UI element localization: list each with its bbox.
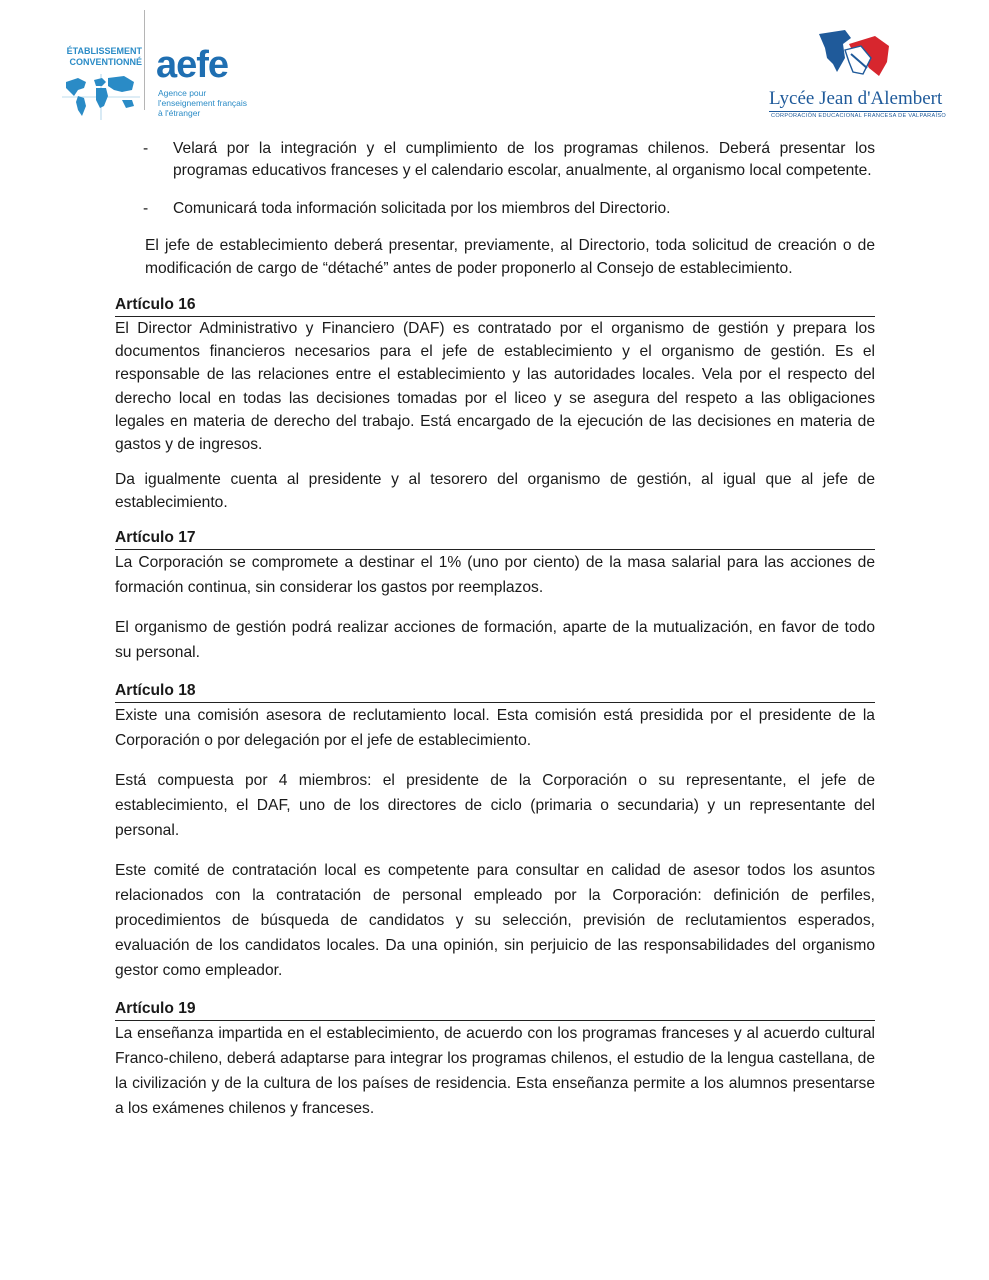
article-heading: Artículo 18 [115, 680, 875, 703]
article-19 [115, 998, 875, 1121]
aefe-divider [144, 10, 145, 110]
article-paragraph: Existe una comisión asesora de reclutamiento local. Esta comisión está presidida por el presidente de la Corporación o por delegación por el jefe de establecimiento. [115, 706, 875, 749]
lycee-subtitle: CORPORACIÓN EDUCACIONAL FRANCESA DE VALPARAÍSO [771, 113, 947, 119]
article-heading: Artículo 16 [115, 294, 875, 317]
article-paragraph: La Corporación se compromete a destinar el 1% (uno por ciento) de la masa salarial para las acciones de formación continua, sin considerar los gastos por reemplazos. [115, 553, 875, 596]
bullet-dash: - [143, 140, 149, 157]
aefe-wordmark: aefe [156, 44, 229, 86]
aefe-subtitle [158, 88, 248, 118]
aefe-badge [58, 46, 142, 68]
lycee-emblem-icon [815, 28, 895, 86]
article-paragraph: El organismo de gestión podrá realizar acciones de formación, aparte de la mutualización, en favor de todo su personal. [115, 618, 875, 661]
lycee-logo [765, 28, 945, 120]
document-body [115, 138, 875, 1136]
bullet-text: Comunicará toda información solicitada por los miembros del Directorio. [173, 199, 671, 217]
aefe-logo [58, 10, 248, 118]
article-heading: Artículo 19 [115, 998, 875, 1021]
lycee-name: Lycée Jean d'Alembert [769, 88, 942, 112]
aefe-sub-line3: à l'étranger [158, 108, 201, 118]
article-paragraph: Este comité de contratación local es competente para consultar en calidad de asesor todos los asuntos relacionados con la contratación de personal empleado por la Corporación: definición de perfiles, procedimientos de búsqueda de candidatos y su selección, previsión de reclutamientos esperados, evaluación de los candidatos locales. Da una opinión, sin perjuicio de las responsabilidades del organismo gestor como empleador. [115, 861, 875, 979]
aefe-sub-line1: Agence pour [158, 88, 207, 98]
article-paragraph: Da igualmente cuenta al presidente y al tesorero del organismo de gestión, al igual que al jefe de establecimiento. [115, 471, 875, 512]
world-map-icon [62, 74, 140, 120]
article-paragraph: La enseñanza impartida en el establecimiento, de acuerdo con los programas franceses y al acuerdo cultural Franco-chileno, deberá adaptarse para integrar los programas chilenos, el estudio de la lengua castellana, de la civilización y de la cultura de los países de residencia. Esta enseñanza permite a los alumnos presentarse a los exámenes chilenos y franceses. [115, 1024, 875, 1117]
bullet-dash: - [143, 199, 149, 217]
article-16 [115, 294, 875, 515]
bullet-text: Velará por la integración y el cumplimiento de los programas chilenos. Deberá presentar los programas educativos franceses y el calendario escolar, anualmente, al organismo local competente. [173, 140, 875, 180]
intro-paragraph: El jefe de establecimiento deberá presentar, previamente, al Directorio, toda solicitud de creación o de modificación de cargo de “détaché” antes de poder proponerlo al Consejo de establecimiento. [145, 237, 875, 277]
bullet-item [115, 198, 875, 220]
aefe-badge-line1: ÉTABLISSEMENT [66, 46, 142, 56]
bullet-item [115, 138, 875, 183]
aefe-sub-line2: l'enseignement français [158, 98, 248, 108]
article-paragraph: El Director Administrativo y Financiero (DAF) es contratado por el organismo de gestión y prepara los documentos financieros necesarios para el jefe de establecimiento y el organismo de gestión. Es el responsable de las relaciones entre el establecimiento y las autoridades locales. Vela por el respecto del derecho local en todas las decisiones tomadas por el liceo y se asegura del respeto a las obligaciones legales en materia de derecho del trabajo. Está encargado de la ejecución de las decisiones en materia de gastos y de ingresos. [115, 320, 875, 454]
article-heading: Artículo 17 [115, 527, 875, 550]
article-paragraph: Está compuesta por 4 miembros: el presidente de la Corporación o su representante, el jefe de establecimiento, el DAF, uno de los directores de ciclo (primaria o secundaria) y un representante del personal. [115, 771, 875, 839]
article-18 [115, 680, 875, 983]
aefe-badge-line2: CONVENTIONNÉ [69, 57, 142, 67]
article-17 [115, 527, 875, 665]
